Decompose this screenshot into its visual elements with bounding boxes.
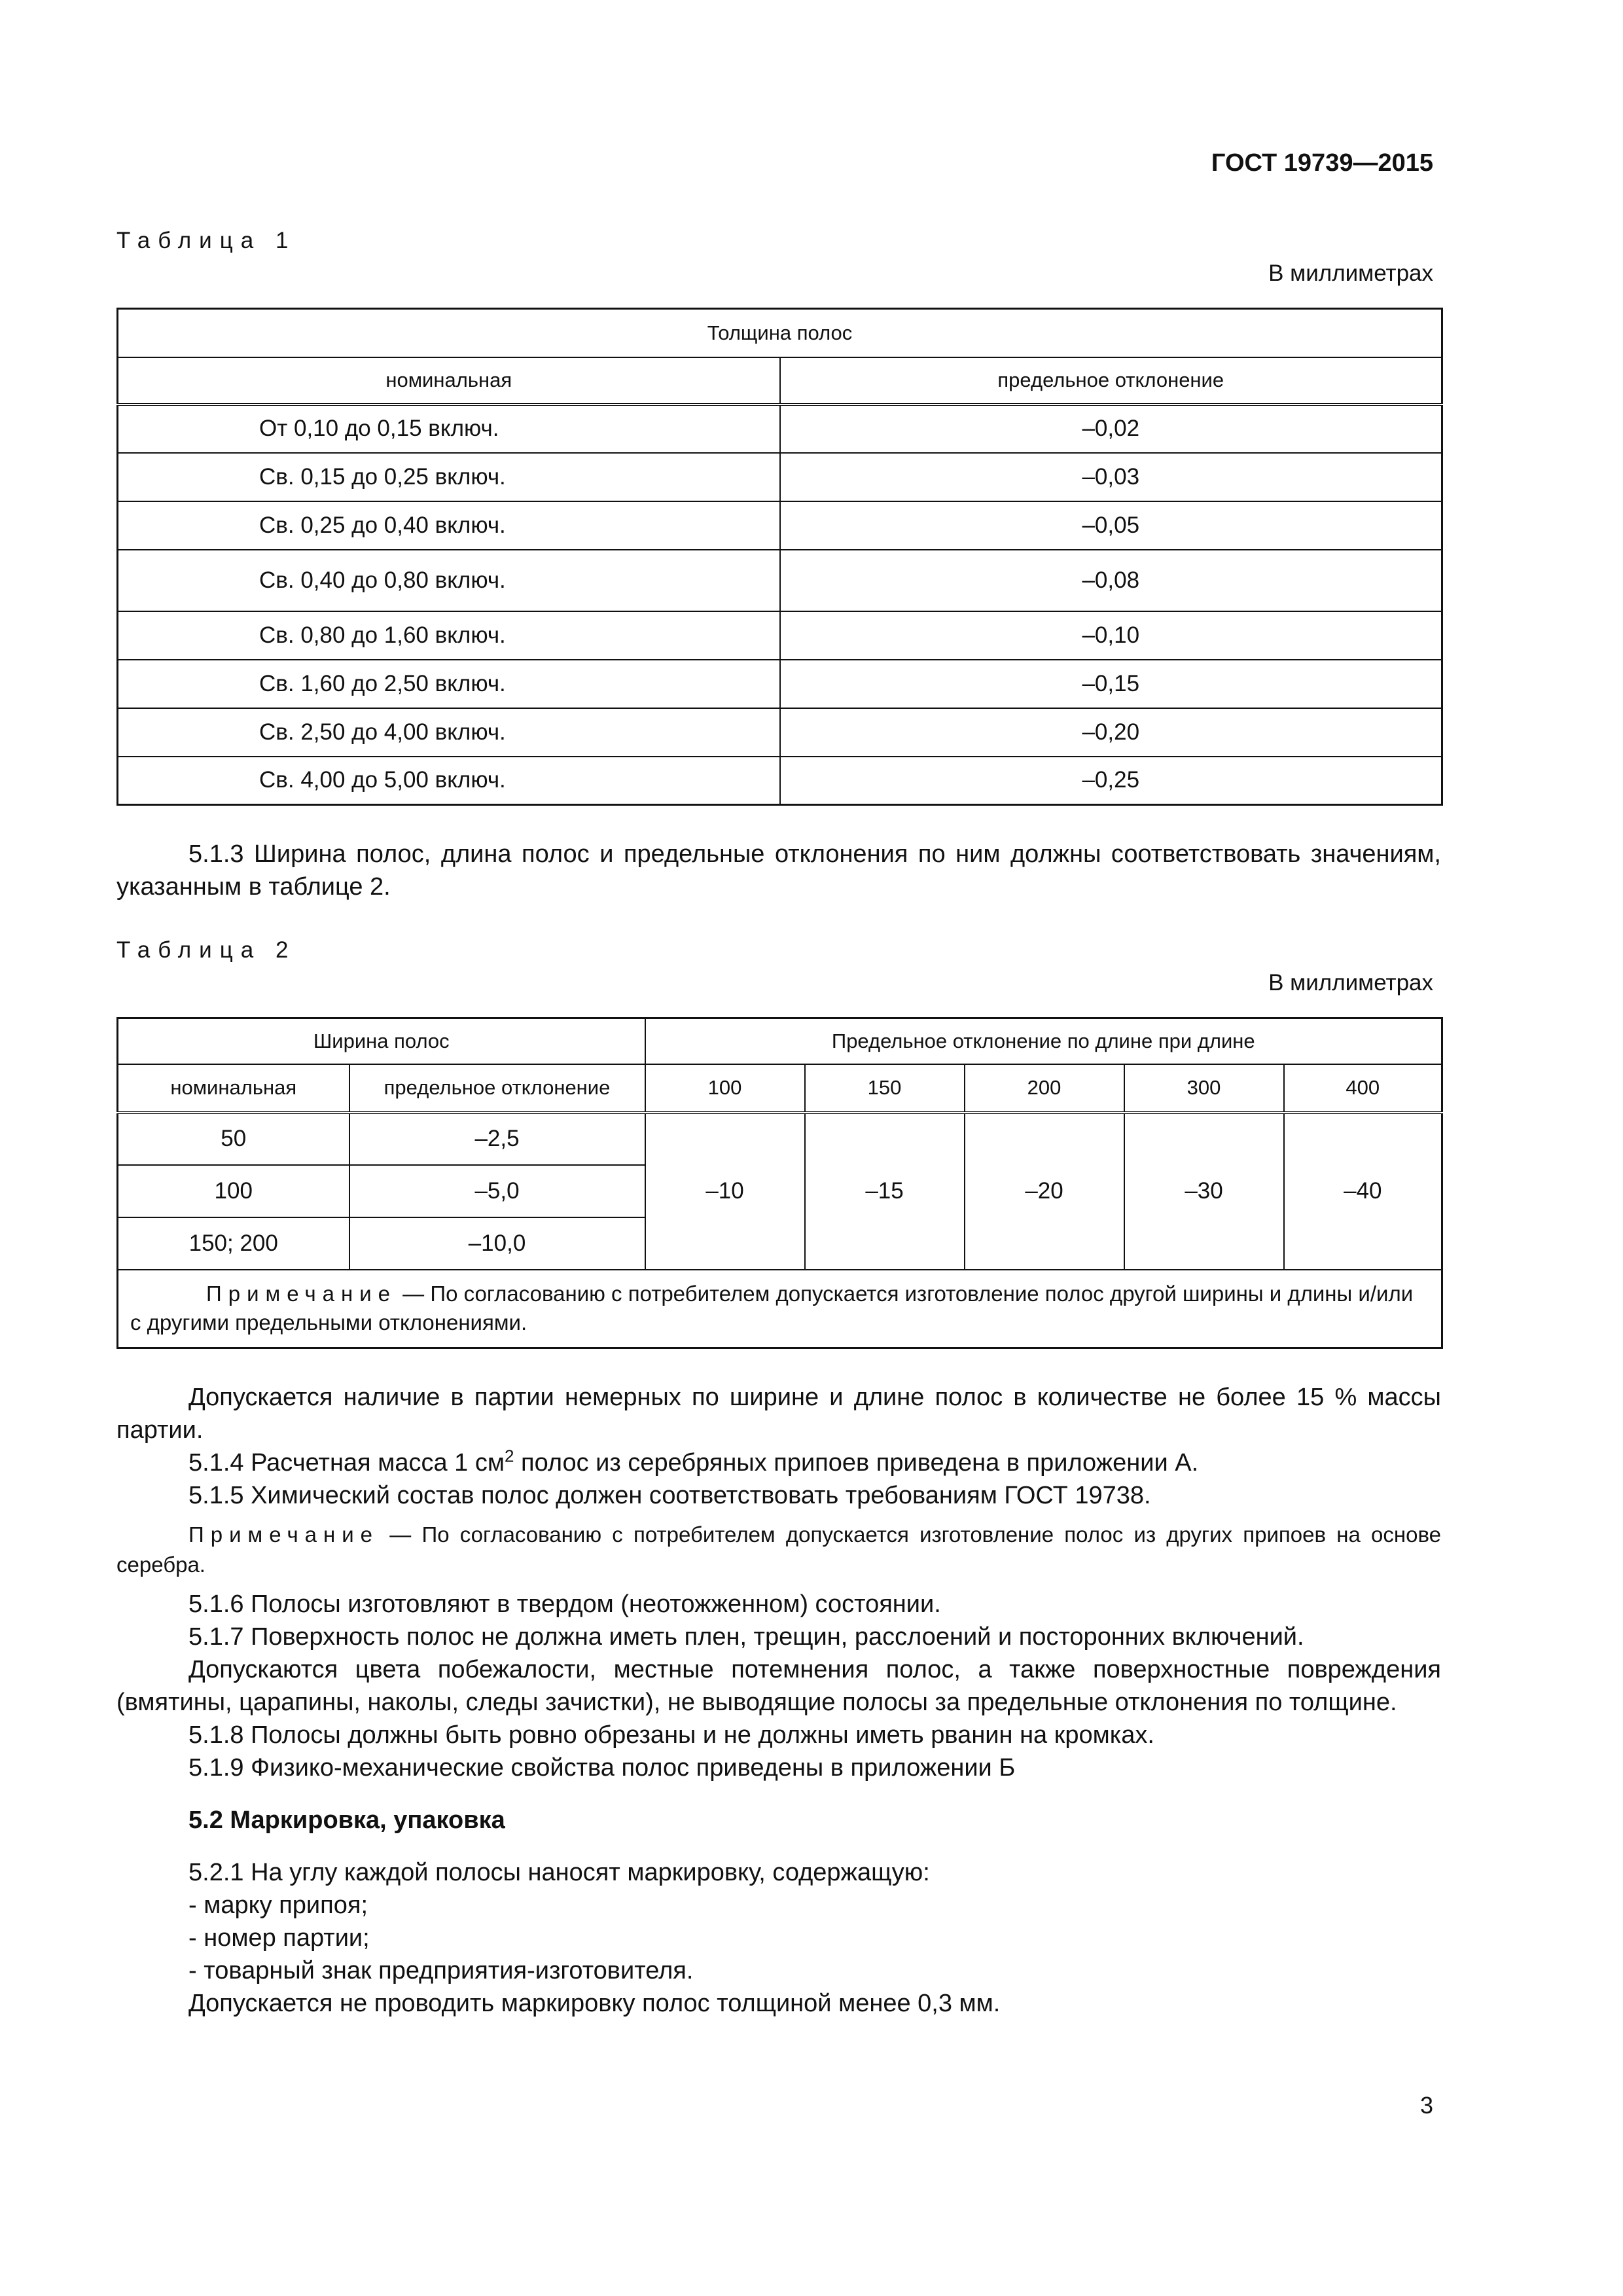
table2-note	[118, 1270, 1442, 1348]
table2-length-300: 300	[1124, 1064, 1284, 1113]
paragraph-521: 5.2.1 На углу каждой полосы наносят маркировку, содержащую:	[188, 1859, 930, 1886]
table1-nominal: Св. 0,25 до 0,40 включ.	[118, 501, 780, 550]
table1-nominal: Св. 2,50 до 4,00 включ.	[118, 708, 780, 757]
table1-nominal: Св. 0,40 до 0,80 включ.	[118, 550, 780, 611]
section-heading-52: 5.2 Маркировка, упаковка	[188, 1806, 505, 1834]
table2-units: В миллиметрах	[1268, 970, 1433, 996]
paragraph-517: 5.1.7 Поверхность полос не должна иметь плен, трещин, расслоений и посторонних включений.	[188, 1623, 1304, 1651]
table2-length-deviation: –30	[1124, 1113, 1284, 1270]
paragraph-nonstandard: Допускается наличие в партии немерных по ширине и длине полос в количестве не более 15 % массы партии.	[116, 1384, 1441, 1444]
table1-deviation: –0,15	[780, 660, 1442, 708]
table2-width-nominal: 100	[118, 1165, 349, 1217]
table2-width-deviation: –10,0	[349, 1217, 645, 1270]
table1-nominal: От 0,10 до 0,15 включ.	[118, 404, 780, 453]
table-row	[118, 757, 1442, 805]
table1-units: В миллиметрах	[1268, 260, 1433, 286]
paragraph-515: 5.1.5 Химический состав полос должен соответствовать требованиям ГОСТ 19738.	[188, 1482, 1151, 1509]
table2-length-400: 400	[1284, 1064, 1442, 1113]
table2-width-nominal: 50	[118, 1113, 349, 1165]
paragraph-513: 5.1.3 Ширина полос, длина полос и предельные отклонения по ним должны соответствовать значениям, указанным в таблице 2.	[116, 840, 1441, 901]
table2-length-deviation: –20	[965, 1113, 1124, 1270]
note-2-text: — По согласованию с потребителем допускается изготовление полос из других припоев на основе серебра.	[116, 1522, 1441, 1577]
table2-width-deviation: –5,0	[349, 1165, 645, 1217]
section-513	[116, 838, 1441, 903]
paragraph-521b: Допускается не проводить маркировку полос толщиной менее 0,3 мм.	[188, 1990, 1001, 2017]
table1-deviation: –0,02	[780, 404, 1442, 453]
table2-length-deviation: –10	[645, 1113, 805, 1270]
table2-width-nominal: 150; 200	[118, 1217, 349, 1270]
table-row	[118, 501, 1442, 550]
table-row	[118, 611, 1442, 660]
table1-deviation: –0,10	[780, 611, 1442, 660]
table2	[116, 1017, 1443, 1349]
table1-deviation: –0,20	[780, 708, 1442, 757]
table2-length-deviation: –15	[805, 1113, 965, 1270]
table1-deviation: –0,05	[780, 501, 1442, 550]
list-item: - товарный знак предприятия-изготовителя.	[188, 1957, 694, 1984]
table1-caption: Таблица 1	[116, 228, 296, 253]
table2-col-nominal: номинальная	[118, 1064, 349, 1113]
note-2	[116, 1520, 1441, 1580]
table-row	[118, 708, 1442, 757]
table2-width-deviation: –2,5	[349, 1113, 645, 1165]
paragraph-514-text: 5.1.4 Расчетная масса 1 см	[188, 1449, 505, 1477]
table2-length-100: 100	[645, 1064, 805, 1113]
paragraph-514-rest: полос из серебряных припоев приведена в приложении А.	[514, 1449, 1199, 1477]
list-item: - номер партии;	[188, 1924, 370, 1952]
table-row	[118, 404, 1442, 453]
table1-nominal: Св. 4,00 до 5,00 включ.	[118, 757, 780, 805]
table1-col-deviation: предельное отклонение	[780, 357, 1442, 404]
table1-nominal: Св. 1,60 до 2,50 включ.	[118, 660, 780, 708]
table2-caption: Таблица 2	[116, 937, 296, 963]
paragraph-517b: Допускаются цвета побежалости, местные потемнения полос, а также поверхностные повреждения (вмятины, царапины, наколы, следы зачистки), не выводящие полосы за предельные отклонения по толщине.	[116, 1656, 1441, 1716]
table1	[116, 308, 1443, 806]
paragraph-518: 5.1.8 Полосы должны быть ровно обрезаны и не должны иметь рванин на кромках.	[188, 1721, 1154, 1749]
table-row	[118, 550, 1442, 611]
paragraph-516: 5.1.6 Полосы изготовляют в твердом (неотожженном) состоянии.	[188, 1590, 941, 1618]
table2-length-deviation: –40	[1284, 1113, 1442, 1270]
table1-nominal: Св. 0,15 до 0,25 включ.	[118, 453, 780, 501]
table-row	[118, 660, 1442, 708]
table1-nominal: Св. 0,80 до 1,60 включ.	[118, 611, 780, 660]
note-2-label: Примечание	[188, 1522, 380, 1547]
table2-col-deviation: предельное отклонение	[349, 1064, 645, 1113]
table1-group-header: Толщина полос	[118, 309, 1442, 357]
document-id: ГОСТ 19739—2015	[1211, 149, 1433, 177]
table-row	[118, 1113, 1442, 1165]
table1-deviation: –0,25	[780, 757, 1442, 805]
table2-note-label: Примечание	[206, 1282, 397, 1306]
paragraph-519: 5.1.9 Физико-механические свойства полос приведены в приложении Б	[188, 1754, 1016, 1782]
paragraph-514	[116, 1446, 1441, 1479]
page-number: 3	[1419, 2092, 1433, 2119]
table2-group-length: Предельное отклонение по длине при длине	[645, 1018, 1442, 1064]
table-row	[118, 453, 1442, 501]
list-item: - марку припоя;	[188, 1892, 368, 1919]
table2-length-200: 200	[965, 1064, 1124, 1113]
table1-deviation: –0,08	[780, 550, 1442, 611]
superscript-2: 2	[504, 1446, 514, 1466]
table2-length-150: 150	[805, 1064, 965, 1113]
table2-note-text: — По согласованию с потребителем допускается изготовление полос другой ширины и длины и/или с другими предельными отклонениями.	[130, 1282, 1414, 1335]
table1-col-nominal: номинальная	[118, 357, 780, 404]
table1-deviation: –0,03	[780, 453, 1442, 501]
body-text	[116, 1381, 1441, 2020]
table2-group-width: Ширина полос	[118, 1018, 645, 1064]
